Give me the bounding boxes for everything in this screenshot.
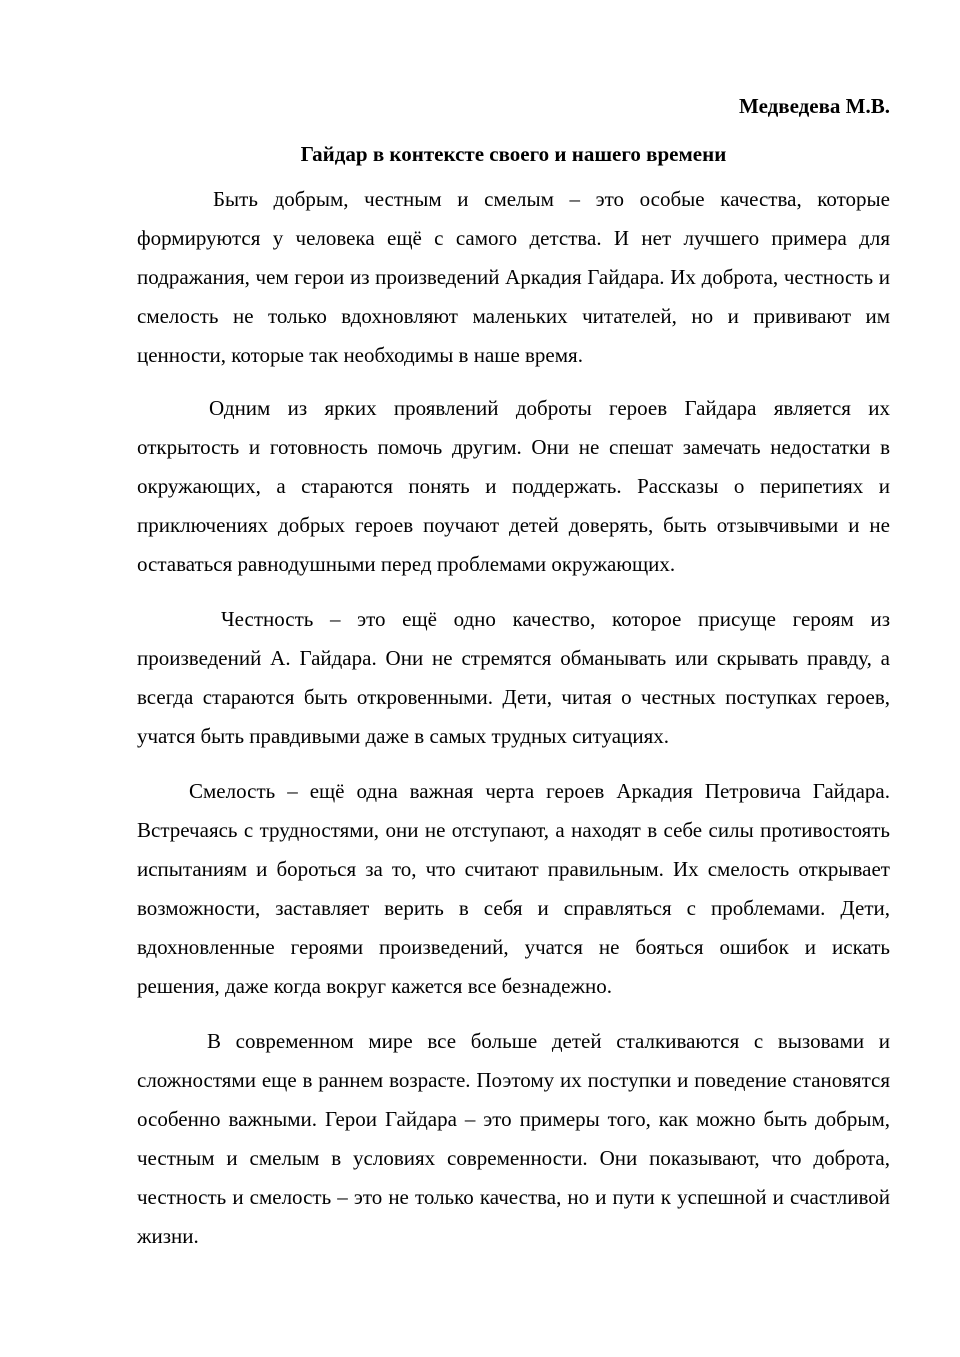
document-title: Гайдар в контексте своего и нашего времени <box>300 142 727 166</box>
paragraph-2: Одним из ярких проявлений доброты героев Гайдара является их открытость и готовность помочь другим. Они не спешат замечать недостатки в окружающих, а стараются понять и поддержать. Рассказы о перипетиях и приключениях добрых героев поучают детей доверять, быть отзывчивыми и не оставаться равнодушными перед проблемами окружающих. <box>137 396 890 576</box>
paragraph-4: Смелость – ещё одна важная черта героев Аркадия Петровича Гайдара. Встречаясь с трудностями, они не отступают, а находят в себе силы противостоять испытаниям и бороться за то, что считают правильным. Их смелость открывает возможности, заставляет верить в себя и справляться с проблемами. Дети, вдохновленные героями произведений, учатся не бояться ошибок и искать решения, даже когда вокруг кажется все безнадежно. <box>137 779 890 998</box>
paragraph-3: Честность – это ещё одно качество, которое присуще героям из произведений А. Гайдара. Они не стремятся обманывать или скрывать правду, а всегда стараются быть откровенными. Дети, читая о честных поступках героев, учатся быть правдивыми даже в самых трудных ситуациях. <box>137 607 890 748</box>
paragraph-5: В современном мире все больше детей сталкиваются с вызовами и сложностями еще в раннем возрасте. Поэтому их поступки и поведение становятся особенно важными. Герои Гайдара – это примеры того, как можно быть добрым, честным и смелым в условиях современности. Они показывают, что доброта, честность и смелость – это не только качества, но и пути к успешной и счастливой жизни. <box>137 1029 890 1248</box>
author-name: Медведева М.В. <box>739 94 890 118</box>
paragraph-1: Быть добрым, честным и смелым – это особые качества, которые формируются у человека ещё с самого детства. И нет лучшего примера для подражания, чем герои из произведений Аркадия Гайдара. Их доброта, честность и смелость не только вдохновляют маленьких читателей, но и прививают им ценности, которые так необходимы в наше время. <box>137 187 890 367</box>
